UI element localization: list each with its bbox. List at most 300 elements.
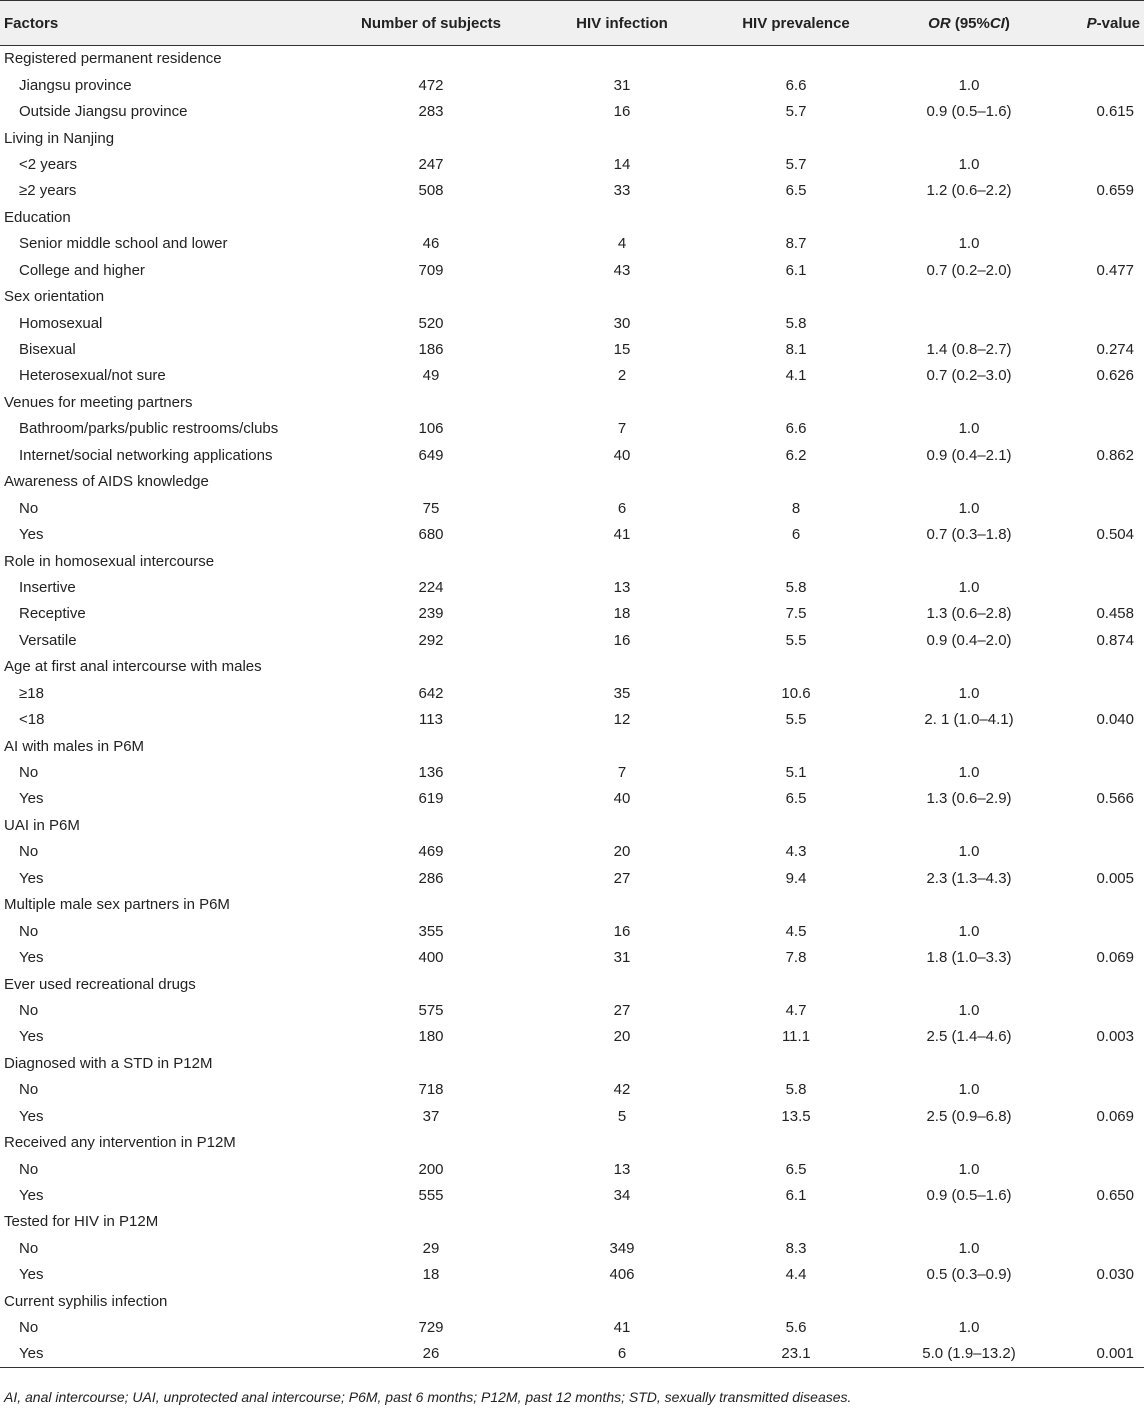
table-group-row (0, 389, 1144, 415)
cell-hiv-infection: 33 (613, 182, 631, 200)
cell-odds-ratio: 1.0 (958, 1319, 980, 1337)
table-group-row (0, 548, 1144, 574)
cell-odds-ratio (892, 812, 1046, 838)
cell-p-value: 0.069 (1096, 949, 1134, 967)
table-row (0, 865, 1144, 891)
cell-odds-ratio (892, 892, 1046, 918)
cell-odds-ratio: 1.0 (958, 1001, 980, 1019)
cell-p-value: 0.659 (1096, 182, 1134, 200)
factor-level-label: No (19, 1081, 39, 1099)
cell-hiv-infection: 14 (613, 155, 631, 173)
cell-odds-ratio: 1.4 (0.8–2.7) (926, 341, 1012, 359)
cell-number-of-subjects: 469 (418, 843, 444, 861)
cell-p-value (1046, 574, 1144, 600)
factor-level-label: Insertive (19, 578, 76, 596)
cell-hiv-prevalence: 5.8 (785, 578, 807, 596)
factor-group-label: Diagnosed with a STD in P12M (4, 1054, 213, 1072)
cell-number-of-subjects (318, 1288, 544, 1314)
cell-odds-ratio: 1.0 (958, 420, 980, 438)
cell-odds-ratio: 0.7 (0.3–1.8) (926, 526, 1012, 544)
factor-level-label: ≥2 years (19, 182, 77, 200)
cell-hiv-prevalence (700, 654, 892, 680)
header-or-label: OR (928, 14, 951, 32)
cell-number-of-subjects: 46 (422, 235, 440, 253)
cell-p-value (1046, 1129, 1144, 1155)
cell-hiv-infection: 43 (613, 261, 631, 279)
cell-number-of-subjects: 224 (418, 578, 444, 596)
table-row (0, 442, 1144, 468)
cell-number-of-subjects (318, 469, 544, 495)
table-group-row (0, 469, 1144, 495)
table-row (0, 574, 1144, 600)
cell-p-value (1046, 46, 1144, 72)
cell-odds-ratio: 5.0 (1.9–13.2) (892, 1341, 1046, 1367)
factor-level-label: No (19, 764, 39, 782)
cell-p-value: 0.626 (1096, 367, 1134, 385)
cell-hiv-prevalence: 4.3 (785, 843, 807, 861)
factor-level-label: Heterosexual/not sure (19, 367, 166, 385)
table-row (0, 1103, 1144, 1129)
cell-hiv-prevalence (700, 1129, 892, 1155)
cell-hiv-infection: 30 (613, 314, 631, 332)
cell-p-value: 0.504 (1096, 526, 1134, 544)
factor-group-label: Awareness of AIDS knowledge (4, 473, 209, 491)
table-row (0, 521, 1144, 547)
cell-number-of-subjects (318, 733, 544, 759)
cell-odds-ratio: 0.5 (0.3–0.9) (926, 1266, 1012, 1284)
factor-group-label: Multiple male sex partners in P6M (4, 896, 230, 914)
factor-level-label: <2 years (19, 155, 77, 173)
cell-p-value (1046, 72, 1144, 98)
factor-level-label: No (19, 922, 39, 940)
cell-p-value (1046, 918, 1144, 944)
cell-odds-ratio: 0.9 (0.4–2.1) (926, 446, 1012, 464)
cell-p-value (1046, 1288, 1144, 1314)
cell-odds-ratio (892, 1288, 1046, 1314)
cell-hiv-infection (544, 1209, 700, 1235)
cell-hiv-prevalence: 5.8 (785, 1081, 807, 1099)
cell-hiv-prevalence: 23.1 (700, 1341, 892, 1367)
factor-group-label: Current syphilis infection (4, 1292, 168, 1310)
table-group-row (0, 971, 1144, 997)
cell-odds-ratio (892, 125, 1046, 151)
header-p-value (1046, 1, 1144, 46)
cell-hiv-infection (544, 1129, 700, 1155)
cell-odds-ratio (892, 548, 1046, 574)
cell-hiv-infection (544, 125, 700, 151)
cell-hiv-infection: 6 (617, 499, 627, 517)
cell-hiv-infection: 40 (613, 790, 631, 808)
table-group-row (0, 1288, 1144, 1314)
cell-odds-ratio (892, 46, 1046, 72)
cell-odds-ratio: 2.5 (0.9–6.8) (926, 1107, 1012, 1125)
cell-hiv-infection (544, 812, 700, 838)
cell-number-of-subjects (318, 1209, 544, 1235)
cell-number-of-subjects: 680 (418, 526, 444, 544)
table-body (0, 46, 1144, 1368)
cell-p-value (1046, 125, 1144, 151)
factor-level-label: No (19, 1001, 39, 1019)
cell-p-value: 0.477 (1096, 261, 1134, 279)
cell-odds-ratio: 1.0 (958, 235, 980, 253)
cell-number-of-subjects: 18 (422, 1266, 440, 1284)
cell-hiv-prevalence: 6 (791, 526, 801, 544)
cell-hiv-prevalence: 4.5 (785, 922, 807, 940)
cell-hiv-prevalence: 11.1 (781, 1028, 811, 1046)
cell-odds-ratio: 1.0 (958, 1081, 980, 1099)
cell-hiv-prevalence: 6.5 (785, 790, 807, 808)
cell-p-value (1046, 1077, 1144, 1103)
factor-level-label: Yes (19, 790, 44, 808)
cell-p-value (1046, 310, 1144, 336)
cell-hiv-prevalence: 7.8 (785, 949, 807, 967)
cell-hiv-prevalence: 6.6 (785, 420, 807, 438)
cell-hiv-infection: 16 (613, 631, 631, 649)
table-row (0, 1341, 1144, 1367)
cell-number-of-subjects: 575 (418, 1001, 444, 1019)
cell-hiv-prevalence: 5.1 (785, 764, 807, 782)
cell-hiv-infection (544, 733, 700, 759)
factor-level-label: Yes (19, 949, 44, 967)
table-group-row (0, 283, 1144, 309)
cell-hiv-prevalence: 4.4 (785, 1266, 807, 1284)
cell-number-of-subjects (318, 1050, 544, 1076)
cell-odds-ratio: 1.2 (0.6–2.2) (926, 182, 1012, 200)
factor-level-label: Yes (19, 1107, 44, 1125)
cell-hiv-infection: 349 (609, 1239, 635, 1257)
table-row (0, 1182, 1144, 1208)
cell-hiv-prevalence (700, 283, 892, 309)
cell-p-value: 0.862 (1096, 446, 1134, 464)
factor-level-label: No (19, 843, 39, 861)
factor-group-label: Sex orientation (4, 288, 105, 306)
cell-odds-ratio: 0.9 (0.5–1.6) (926, 1187, 1012, 1205)
cell-hiv-infection: 40 (613, 446, 631, 464)
cell-p-value (1046, 997, 1144, 1023)
table-row (0, 1262, 1144, 1288)
cell-p-value (1046, 231, 1144, 257)
cell-number-of-subjects: 49 (422, 367, 440, 385)
cell-hiv-infection: 34 (613, 1187, 631, 1205)
cell-odds-ratio (892, 654, 1046, 680)
cell-p-value (1046, 812, 1144, 838)
factor-group-label: UAI in P6M (4, 816, 80, 834)
cell-number-of-subjects: 355 (418, 922, 444, 940)
table-row (0, 680, 1144, 706)
factor-group-label: Education (4, 208, 71, 226)
cell-hiv-infection (544, 971, 700, 997)
cell-hiv-infection (544, 654, 700, 680)
cell-hiv-infection: 7 (617, 420, 627, 438)
cell-odds-ratio (892, 733, 1046, 759)
cell-odds-ratio: 1.0 (958, 684, 980, 702)
cell-number-of-subjects (318, 283, 544, 309)
cell-number-of-subjects: 75 (422, 499, 440, 517)
cell-hiv-prevalence: 5.6 (785, 1319, 807, 1337)
cell-p-value (1046, 1209, 1144, 1235)
table-row (0, 257, 1144, 283)
factor-group-label: Tested for HIV in P12M (4, 1213, 159, 1231)
factor-level-label: Receptive (19, 605, 86, 623)
cell-hiv-infection (544, 469, 700, 495)
factor-level-label: College and higher (19, 261, 145, 279)
factor-level-label: Internet/social networking applications (19, 446, 273, 464)
cell-number-of-subjects: 619 (418, 790, 444, 808)
factor-level-label: ≥18 (19, 684, 44, 702)
cell-hiv-prevalence: 5.5 (785, 711, 807, 729)
cell-number-of-subjects (318, 125, 544, 151)
factor-level-label: Yes (0, 1341, 318, 1367)
cell-p-value (1046, 283, 1144, 309)
table-row (0, 178, 1144, 204)
cell-hiv-prevalence: 8.1 (785, 341, 807, 359)
cell-hiv-infection: 20 (613, 1028, 631, 1046)
header-hiv-infection: HIV infection (544, 1, 700, 46)
cell-hiv-prevalence: 4.1 (785, 367, 807, 385)
cell-hiv-infection (544, 46, 700, 72)
cell-odds-ratio: 1.3 (0.6–2.9) (926, 790, 1012, 808)
cell-number-of-subjects (318, 548, 544, 574)
cell-p-value (1046, 680, 1144, 706)
cell-number-of-subjects: 106 (418, 420, 444, 438)
cell-p-value (1046, 733, 1144, 759)
cell-number-of-subjects (318, 46, 544, 72)
cell-odds-ratio: 1.0 (958, 764, 980, 782)
cell-number-of-subjects (318, 971, 544, 997)
cell-hiv-prevalence: 8.7 (785, 235, 807, 253)
cell-number-of-subjects: 180 (418, 1028, 444, 1046)
factor-group-label: AI with males in P6M (4, 737, 145, 755)
table-row (0, 151, 1144, 177)
factor-level-label: <18 (19, 711, 45, 729)
factor-level-label: No (19, 1239, 39, 1257)
cell-p-value (1046, 204, 1144, 230)
table-header (0, 1, 1144, 46)
table-row (0, 495, 1144, 521)
factor-group-label: Registered permanent residence (4, 50, 222, 68)
cell-number-of-subjects: 642 (418, 684, 444, 702)
cell-hiv-infection (544, 389, 700, 415)
cell-hiv-infection: 41 (613, 526, 631, 544)
factor-level-label: Yes (19, 526, 44, 544)
cell-hiv-infection: 6 (544, 1341, 700, 1367)
cell-hiv-infection: 5 (617, 1107, 627, 1125)
cell-p-value: 0.458 (1096, 605, 1134, 623)
cell-number-of-subjects: 186 (418, 341, 444, 359)
cell-p-value: 0.003 (1096, 1028, 1134, 1046)
cell-odds-ratio (892, 204, 1046, 230)
cell-odds-ratio (892, 1209, 1046, 1235)
cell-number-of-subjects: 292 (418, 631, 444, 649)
factor-level-label: Yes (19, 1187, 44, 1205)
cell-hiv-prevalence (700, 204, 892, 230)
cell-p-value (1046, 654, 1144, 680)
cell-hiv-infection: 13 (613, 1160, 631, 1178)
cell-hiv-infection: 2 (617, 367, 627, 385)
cell-p-value (1046, 469, 1144, 495)
table-row (0, 1156, 1144, 1182)
cell-number-of-subjects: 520 (418, 314, 444, 332)
cell-hiv-infection: 31 (613, 76, 631, 94)
cell-p-value (1046, 759, 1144, 785)
cell-hiv-prevalence (700, 469, 892, 495)
cell-p-value (1046, 839, 1144, 865)
table-row (0, 416, 1144, 442)
cell-number-of-subjects (318, 389, 544, 415)
cell-hiv-prevalence (700, 548, 892, 574)
cell-odds-ratio: 1.8 (1.0–3.3) (926, 949, 1012, 967)
cell-hiv-prevalence: 6.5 (785, 182, 807, 200)
table-row (0, 786, 1144, 812)
cell-hiv-infection: 27 (613, 1001, 631, 1019)
table-row (0, 997, 1144, 1023)
table-group-row (0, 1129, 1144, 1155)
cell-number-of-subjects: 136 (418, 764, 444, 782)
cell-odds-ratio: 1.0 (958, 76, 980, 94)
cell-hiv-infection: 31 (613, 949, 631, 967)
cell-p-value (1046, 389, 1144, 415)
table-group-row (0, 1209, 1144, 1235)
cell-hiv-prevalence (700, 812, 892, 838)
cell-p-value (1046, 971, 1144, 997)
cell-odds-ratio (892, 1050, 1046, 1076)
cell-number-of-subjects: 400 (418, 949, 444, 967)
cell-hiv-infection: 27 (613, 869, 631, 887)
cell-hiv-infection: 16 (613, 103, 631, 121)
cell-odds-ratio: 0.9 (0.4–2.0) (926, 631, 1012, 649)
cell-odds-ratio: 1.0 (958, 1239, 980, 1257)
cell-hiv-infection (544, 548, 700, 574)
cell-odds-ratio: 2.3 (1.3–4.3) (926, 869, 1012, 887)
cell-odds-ratio: 1.3 (0.6–2.8) (926, 605, 1012, 623)
cell-hiv-prevalence (700, 971, 892, 997)
factor-group-label: Ever used recreational drugs (4, 975, 196, 993)
cell-p-value (1046, 495, 1144, 521)
table-footnote: AI, anal intercourse; UAI, unprotected anal intercourse; P6M, past 6 months; P12M, past 12 months; STD, sexually transmitted diseases. (4, 1389, 852, 1405)
table-row (0, 1315, 1144, 1341)
cell-number-of-subjects: 29 (422, 1239, 440, 1257)
table-group-row (0, 125, 1144, 151)
cell-number-of-subjects: 200 (418, 1160, 444, 1178)
factor-group-label: Role in homosexual intercourse (4, 552, 215, 570)
cell-hiv-infection (544, 892, 700, 918)
table-group-row (0, 46, 1144, 72)
factor-group-label: Venues for meeting partners (4, 393, 193, 411)
cell-hiv-prevalence (700, 389, 892, 415)
header-num-subjects: Number of subjects (318, 1, 544, 46)
table-row (0, 336, 1144, 362)
table-row (0, 706, 1144, 732)
cell-odds-ratio (892, 1129, 1046, 1155)
header-or-paren: (95% (950, 14, 990, 32)
table-row (0, 1077, 1144, 1103)
cell-hiv-prevalence: 5.8 (785, 314, 807, 332)
cell-odds-ratio: 1.0 (958, 922, 980, 940)
factor-level-label: Senior middle school and lower (19, 235, 228, 253)
cell-hiv-prevalence: 6.1 (785, 261, 807, 279)
table-row (0, 363, 1144, 389)
table-row (0, 310, 1144, 336)
factor-level-label: Yes (19, 869, 44, 887)
table-row (0, 918, 1144, 944)
cell-hiv-infection: 12 (613, 711, 631, 729)
cell-hiv-prevalence (700, 1288, 892, 1314)
cell-number-of-subjects (318, 654, 544, 680)
factor-group-label: Age at first anal intercourse with males (4, 658, 262, 676)
factor-level-label: Yes (19, 1266, 44, 1284)
factor-group-label: Living in Nanjing (4, 129, 115, 147)
cell-p-value (1046, 1315, 1144, 1341)
cell-number-of-subjects (318, 204, 544, 230)
header-factors: Factors (0, 1, 318, 46)
cell-hiv-prevalence (700, 892, 892, 918)
cell-hiv-infection: 35 (613, 684, 631, 702)
factor-group-label: Received any intervention in P12M (4, 1134, 236, 1152)
cell-number-of-subjects: 247 (418, 155, 444, 173)
cell-hiv-prevalence: 6.2 (785, 446, 807, 464)
cell-odds-ratio: 0.7 (0.2–2.0) (926, 261, 1012, 279)
factor-level-label: Bisexual (19, 341, 76, 359)
factor-level-label: Yes (19, 1028, 44, 1046)
cell-number-of-subjects (318, 1129, 544, 1155)
table-row (0, 759, 1144, 785)
cell-odds-ratio: 0.7 (0.2–3.0) (926, 367, 1012, 385)
cell-odds-ratio: 1.0 (958, 843, 980, 861)
cell-p-value: 0.030 (1096, 1266, 1134, 1284)
factor-level-label: No (19, 1319, 39, 1337)
table-group-row (0, 812, 1144, 838)
cell-number-of-subjects: 286 (418, 869, 444, 887)
cell-number-of-subjects: 555 (418, 1187, 444, 1205)
cell-hiv-infection: 41 (613, 1319, 631, 1337)
cell-p-value: 0.040 (1096, 711, 1134, 729)
cell-hiv-prevalence: 5.7 (785, 155, 807, 173)
cell-hiv-infection (544, 1288, 700, 1314)
cell-odds-ratio (892, 469, 1046, 495)
cell-hiv-infection: 7 (617, 764, 627, 782)
header-odds-ratio (892, 1, 1046, 46)
cell-hiv-prevalence: 10.6 (781, 684, 811, 702)
cell-hiv-prevalence: 5.5 (785, 631, 807, 649)
cell-hiv-infection (544, 204, 700, 230)
cell-hiv-prevalence (700, 1209, 892, 1235)
header-ci-label: CI (989, 14, 1005, 32)
cell-number-of-subjects: 239 (418, 605, 444, 623)
cell-odds-ratio (892, 310, 1046, 336)
table-group-row (0, 1050, 1144, 1076)
cell-odds-ratio: 0.9 (0.5–1.6) (926, 103, 1012, 121)
cell-p-value: 0.566 (1096, 790, 1134, 808)
factor-level-label: Outside Jiangsu province (19, 103, 188, 121)
cell-hiv-infection (544, 283, 700, 309)
cell-hiv-prevalence: 8 (791, 499, 801, 517)
cell-number-of-subjects: 508 (418, 182, 444, 200)
cell-hiv-infection: 18 (613, 605, 631, 623)
cell-p-value (1046, 151, 1144, 177)
header-or-close: ) (1004, 14, 1010, 32)
cell-number-of-subjects: 718 (418, 1081, 444, 1099)
cell-odds-ratio: 1.0 (958, 155, 980, 173)
cell-p-value (1046, 1050, 1144, 1076)
cell-number-of-subjects: 113 (419, 711, 443, 729)
cell-hiv-infection: 15 (613, 341, 631, 359)
table-row (0, 98, 1144, 124)
table-group-row (0, 204, 1144, 230)
cell-p-value: 0.874 (1096, 631, 1134, 649)
table-group-row (0, 654, 1144, 680)
table-row (0, 944, 1144, 970)
cell-number-of-subjects: 37 (422, 1107, 440, 1125)
